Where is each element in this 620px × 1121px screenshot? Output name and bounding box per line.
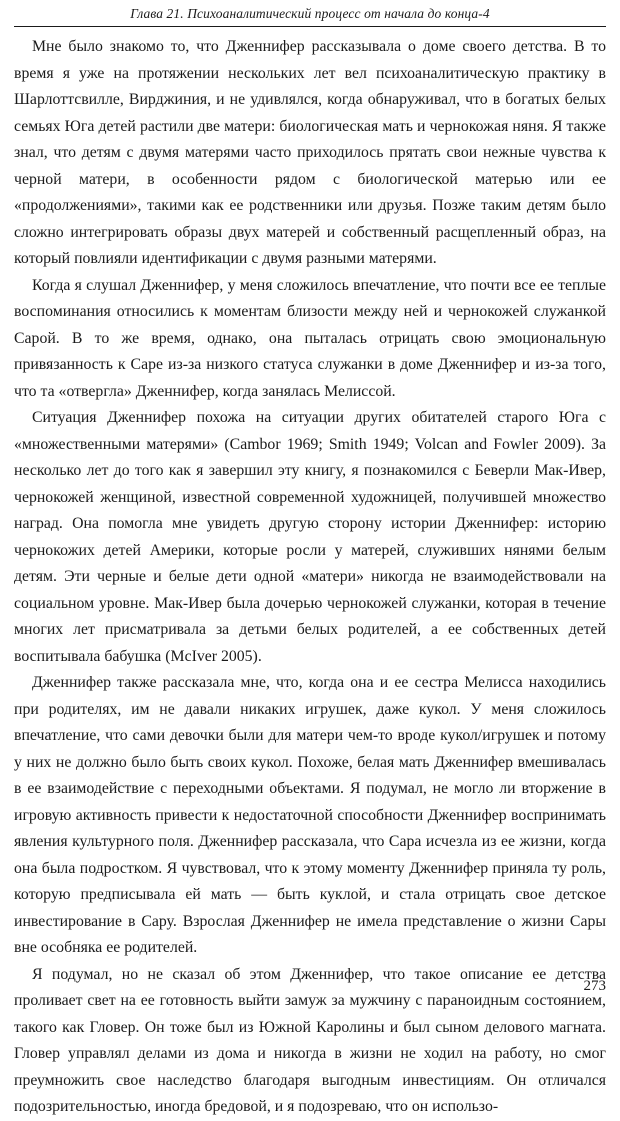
paragraph: Ситуация Дженнифер похожа на ситуации других обитателей старого Юга с «множественными матерями» (Cambor 1969; Smith 1949; Volcan and Fowler 2009). За несколько лет до того как я завершил эту книгу, я познакомился с Беверли Мак-Ивер, чернокожей женщиной, известной современной художницей, получившей множество наград. Она помогла мне увидеть другую сторону истории Дженнифер: историю чернокожих детей Америки, которые росли у матерей, служивших нянями белым детям. Эти черные и белые дети одной «матери» никогда не взаимодействовали на социальном уровне. Мак-Ивер была дочерью чернокожей служанки, которая в течение многих лет присматривала за детьми белых родителей, а ее собственных детей воспитывала бабушка (McIver 2005). — [14, 409, 606, 665]
header-rule — [14, 26, 606, 27]
page-number: 273 — [583, 978, 606, 994]
running-header: Глава 21. Психоаналитический процесс от начала до конца-4 — [130, 6, 490, 21]
paragraph: Мне было знакомо то, что Дженнифер рассказывала о доме своего детства. В то время я уже на протяжении нескольких лет вел психоаналитическую практику в Шарлоттсвилле, Вирджиния, и не удивлялся, когда обнаруживал, что в богатых белых семьях Юга детей растили две матери: биологическая мать и чернокожая няня. Я также знал, что детям с двумя матерями часто приходилось прятать свои нежные чувства к черной матери, в особенности рядом с биологической матерью или ее «продолжениями», такими как ее родственники или друзья. Позже таким детям было сложно интегрировать образы двух матерей и собственный расщепленный образ, на который повлияли идентификации с двумя разными матерями. — [14, 38, 606, 267]
body-text — [14, 34, 606, 1121]
paragraph: Дженнифер также рассказала мне, что, когда она и ее сестра Мелисса находились при родителях, им не давали никаких игрушек, даже кукол. У меня сложилось впечатление, что сами девочки были для матери чем-то вроде кукол/игрушек и потому у них не должно было быть своих кукол. Похоже, белая мать Дженнифер вмешивалась в ее взаимодействие с переходными объектами. Я подумал, не могло ли вторжение в игровую активность привести к недостаточной способности Дженнифер воспринимать явления культурного поля. Дженнифер рассказала, что Сара исчезла из ее жизни, когда она была подростком. Я чувствовал, что к этому моменту Дженнифер приняла ту роль, которую предписывала ей мать — быть куклой, и стала отрицать свое детское инвестирование в Сару. Взрослая Дженнифер не имела представление о жизни Сары вне особняка ее родителей. — [14, 674, 606, 956]
paragraph: Когда я слушал Дженнифер, у меня сложилось впечатление, что почти все ее теплые воспоминания относились к моментам близости между ней и чернокожей служанкой Сарой. В то же время, однако, она пыталась отрицать свою эмоциональную привязанность к Саре из-за низкого статуса служанки в доме Дженнифер и из-за того, что та «отвергла» Дженнифер, когда занялась Мелиссой. — [14, 276, 606, 400]
paragraph: Я подумал, но не сказал об этом Дженнифер, что такое описание ее детства проливает свет на ее готовность выйти замуж за мужчину с параноидным состоянием, такого как Гловер. Он тоже был из Южной Каролины и был сыном делового магната. Гловер управлял делами из дома и никогда в жизни не ходил на работу, но смог преумножить свое наследство благодаря выгодным инвестициям. Он отличался подозрительностью, иногда бредовой, и я подозреваю, что он использо- — [14, 965, 606, 1115]
